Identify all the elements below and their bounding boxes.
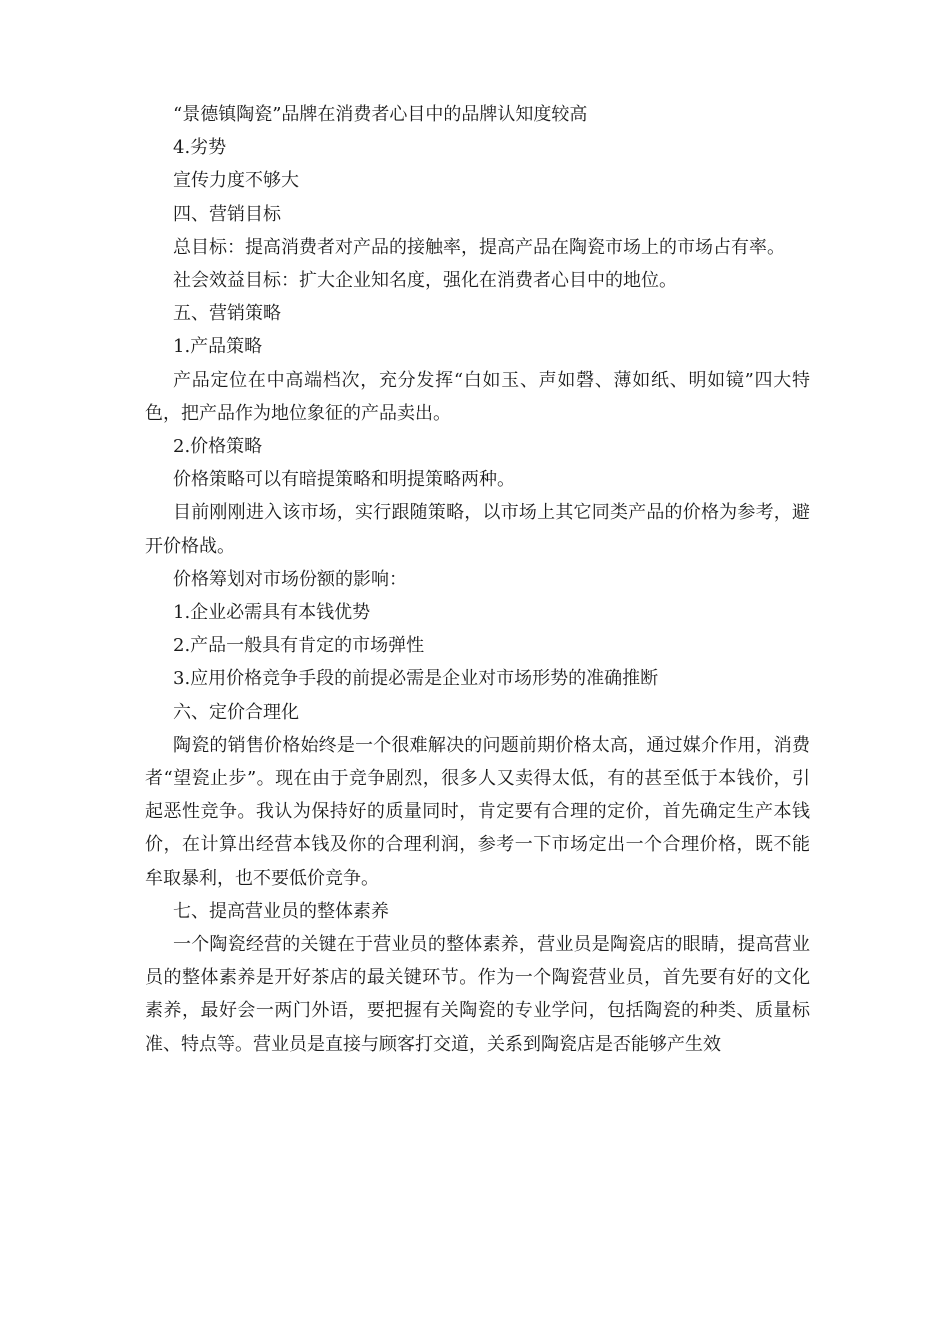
paragraph-price-strategy-types: 价格策略可以有暗提策略和明提策略两种。: [173, 469, 515, 491]
paragraph-weak-promotion: 宣传力度不够大: [173, 170, 299, 192]
paragraph-overall-goal: 总目标：提高消费者对产品的接触率，提高产品在陶瓷市场上的市场占有率。: [173, 236, 785, 258]
paragraph-social-goal: 社会效益目标：扩大企业知名度，强化在消费者心目中的地位。: [173, 270, 677, 292]
paragraph-product-positioning: 产品定位在中高端档次，充分发挥“白如玉、声如磬、薄如纸、明如镜”四大特色，把产品作为地位象征的产品卖出。: [145, 369, 810, 424]
section-heading-marketing-goals: 四、营销目标: [173, 203, 281, 225]
heading-weakness: 4.劣势: [173, 137, 227, 159]
paragraph-pricing: 陶瓷的销售价格始终是一个很难解决的问题前期价格太高，通过媒介作用，消费者“望瓷止步”。现在由于竞争剧烈，很多人又卖得太低，有的甚至低于本钱价，引起恶性竞争。我认为保持好的质量同时，肯定要有合理的定价，首先确定生产本钱价，在计算出经营本钱及你的合理利润，参考一下市场定出一个合理价格，既不能牟取暴利，也不要低价竞争。: [145, 734, 810, 889]
list-item-market-judgement: 3.应用价格竞争手段的前提必需是企业对市场形势的准确推断: [173, 668, 659, 690]
paragraph-follow-strategy: 目前刚刚进入该市场，实行跟随策略，以市场上其它同类产品的价格为参考，避开价格战。: [145, 502, 810, 557]
section-heading-marketing-strategy: 五、营销策略: [173, 303, 281, 325]
heading-price-strategy: 2.价格策略: [173, 436, 263, 458]
paragraph-brand-recognition: “景德镇陶瓷”品牌在消费者心目中的品牌认知度较高: [173, 104, 588, 125]
section-heading-staff-quality: 七、提高营业员的整体素养: [173, 900, 389, 922]
paragraph-price-impact: 价格筹划对市场份额的影响：: [173, 568, 407, 590]
heading-product-strategy: 1.产品策略: [173, 336, 263, 358]
section-heading-pricing: 六、定价合理化: [173, 701, 299, 723]
document-body: [145, 98, 810, 1061]
paragraph-staff-quality: 一个陶瓷经营的关键在于营业员的整体素养，营业员是陶瓷店的眼睛，提高营业员的整体素养是开好茶店的最关键环节。作为一个陶瓷营业员，首先要有好的文化素养，最好会一两门外语，要把握有关陶瓷的专业学问，包括陶瓷的种类、质量标准、特点等。营业员是直接与顾客打交道，关系到陶瓷店是否能够产生效: [145, 934, 810, 1055]
list-item-cost-advantage: 1.企业必需具有本钱优势: [173, 602, 371, 624]
list-item-market-elasticity: 2.产品一般具有肯定的市场弹性: [173, 635, 425, 657]
